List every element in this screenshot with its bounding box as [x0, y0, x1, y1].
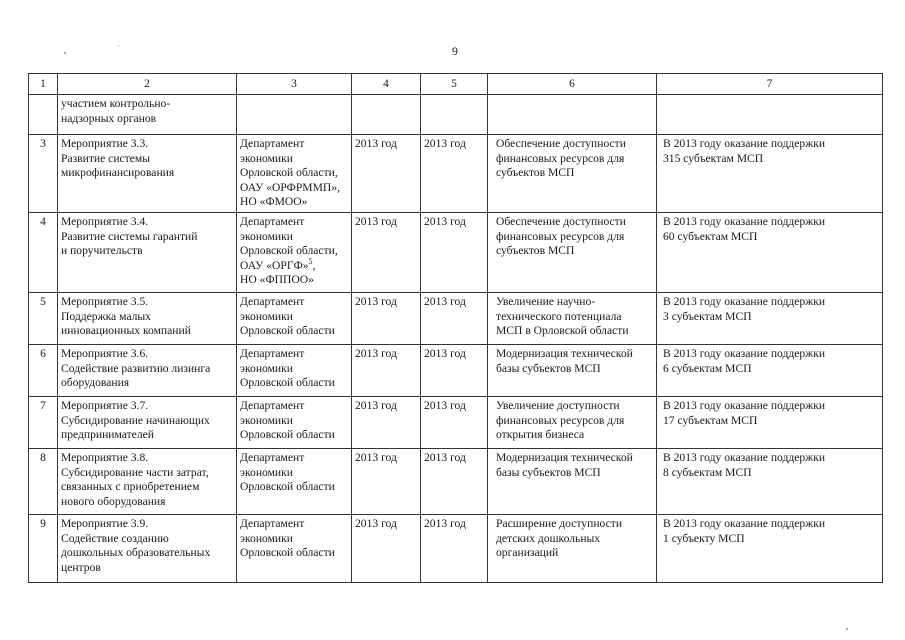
event-cell: Мероприятие 3.3. Развитие системы микрофинансирования: [58, 135, 237, 213]
scan-speck: [118, 45, 119, 46]
start-year-cell: 2013 год: [352, 135, 421, 213]
end-year-cell: 2013 год: [421, 213, 488, 293]
header-cell: 1: [29, 74, 58, 95]
event-cell: Мероприятие 3.4. Развитие системы гарантий и поручительств: [58, 213, 237, 293]
indicator-cell: В 2013 году оказание поддержки 315 субъектам МСП: [657, 135, 883, 213]
event-cell: Мероприятие 3.6. Содействие развитию лизинга оборудования: [58, 345, 237, 397]
table-body: [29, 74, 883, 583]
indicator-cell: [657, 95, 883, 135]
end-year-cell: [421, 95, 488, 135]
end-year-cell: 2013 год: [421, 449, 488, 515]
start-year-cell: [352, 95, 421, 135]
executor-text-continued: , НО «ФППОО»: [240, 258, 316, 286]
event-cell: Мероприятие 3.7. Субсидирование начинающих предпринимателей: [58, 397, 237, 449]
table-row: [29, 345, 883, 397]
header-cell: 4: [352, 74, 421, 95]
row-number-cell: 5: [29, 293, 58, 345]
indicator-cell: В 2013 году оказание поддержки 1 субъекту МСП: [657, 515, 883, 583]
executor-cell: Департамент экономики Орловской области: [237, 345, 352, 397]
row-number-cell: 3: [29, 135, 58, 213]
table-row: [29, 397, 883, 449]
indicator-cell: В 2013 году оказание поддержки 6 субъектам МСП: [657, 345, 883, 397]
start-year-cell: 2013 год: [352, 213, 421, 293]
scan-speck: [64, 52, 66, 54]
page-number: 9: [452, 44, 458, 58]
result-cell: Обеспечение доступности финансовых ресурсов для субъектов МСП: [488, 213, 657, 293]
result-cell: Расширение доступности детских дошкольных организаций: [488, 515, 657, 583]
scan-speck: [846, 628, 848, 630]
table-row: [29, 515, 883, 583]
end-year-cell: 2013 год: [421, 515, 488, 583]
header-cell: 7: [657, 74, 883, 95]
result-cell: Увеличение научно- технического потенциала МСП в Орловской области: [488, 293, 657, 345]
footnote-marker: 5: [308, 256, 313, 266]
result-cell: Увеличение доступности финансовых ресурсов для открытия бизнеса: [488, 397, 657, 449]
header-cell: 3: [237, 74, 352, 95]
end-year-cell: 2013 год: [421, 135, 488, 213]
executor-cell: Департамент экономики Орловской области: [237, 449, 352, 515]
start-year-cell: 2013 год: [352, 515, 421, 583]
measures-table: [28, 73, 883, 583]
indicator-cell: В 2013 году оказание поддержки 8 субъектам МСП: [657, 449, 883, 515]
row-number-cell: 7: [29, 397, 58, 449]
row-number-cell: 8: [29, 449, 58, 515]
row-number-cell: 4: [29, 213, 58, 293]
start-year-cell: 2013 год: [352, 397, 421, 449]
start-year-cell: 2013 год: [352, 345, 421, 397]
table-row: [29, 293, 883, 345]
result-cell: Обеспечение доступности финансовых ресурсов для субъектов МСП: [488, 135, 657, 213]
executor-cell: [237, 95, 352, 135]
end-year-cell: 2013 год: [421, 293, 488, 345]
header-cell: 5: [421, 74, 488, 95]
start-year-cell: 2013 год: [352, 449, 421, 515]
table-header-row: [29, 74, 883, 95]
event-cell: Мероприятие 3.5. Поддержка малых инновационных компаний: [58, 293, 237, 345]
row-number-cell: 9: [29, 515, 58, 583]
end-year-cell: 2013 год: [421, 345, 488, 397]
executor-cell: Департамент экономики Орловской области: [237, 397, 352, 449]
table-row: [29, 135, 883, 213]
result-cell: Модернизация технической базы субъектов МСП: [488, 449, 657, 515]
result-cell: Модернизация технической базы субъектов МСП: [488, 345, 657, 397]
executor-text: Департамент экономики Орловской области, ОАУ «ОРГФ»: [240, 215, 338, 272]
event-cell: Мероприятие 3.9. Содействие созданию дошкольных образовательных центров: [58, 515, 237, 583]
executor-cell: Департамент экономики Орловской области: [237, 293, 352, 345]
event-cell: Мероприятие 3.8. Субсидирование части затрат, связанных с приобретением нового оборудования: [58, 449, 237, 515]
row-number-cell: 6: [29, 345, 58, 397]
executor-cell: [237, 213, 352, 293]
executor-cell: Департамент экономики Орловской области: [237, 515, 352, 583]
event-cell: участием контрольно- надзорных органов: [58, 95, 237, 135]
header-cell: 2: [58, 74, 237, 95]
table-row: [29, 449, 883, 515]
start-year-cell: 2013 год: [352, 293, 421, 345]
header-cell: 6: [488, 74, 657, 95]
indicator-cell: В 2013 году оказание поддержки 3 субъектам МСП: [657, 293, 883, 345]
result-cell: [488, 95, 657, 135]
end-year-cell: 2013 год: [421, 397, 488, 449]
indicator-cell: В 2013 году оказание поддержки 60 субъектам МСП: [657, 213, 883, 293]
table-row: [29, 95, 883, 135]
table-row: [29, 213, 883, 293]
indicator-cell: В 2013 году оказание поддержки 17 субъектам МСП: [657, 397, 883, 449]
executor-cell: Департамент экономики Орловской области, ОАУ «ОРФРММП», НО «ФМОО»: [237, 135, 352, 213]
row-number-cell: [29, 95, 58, 135]
